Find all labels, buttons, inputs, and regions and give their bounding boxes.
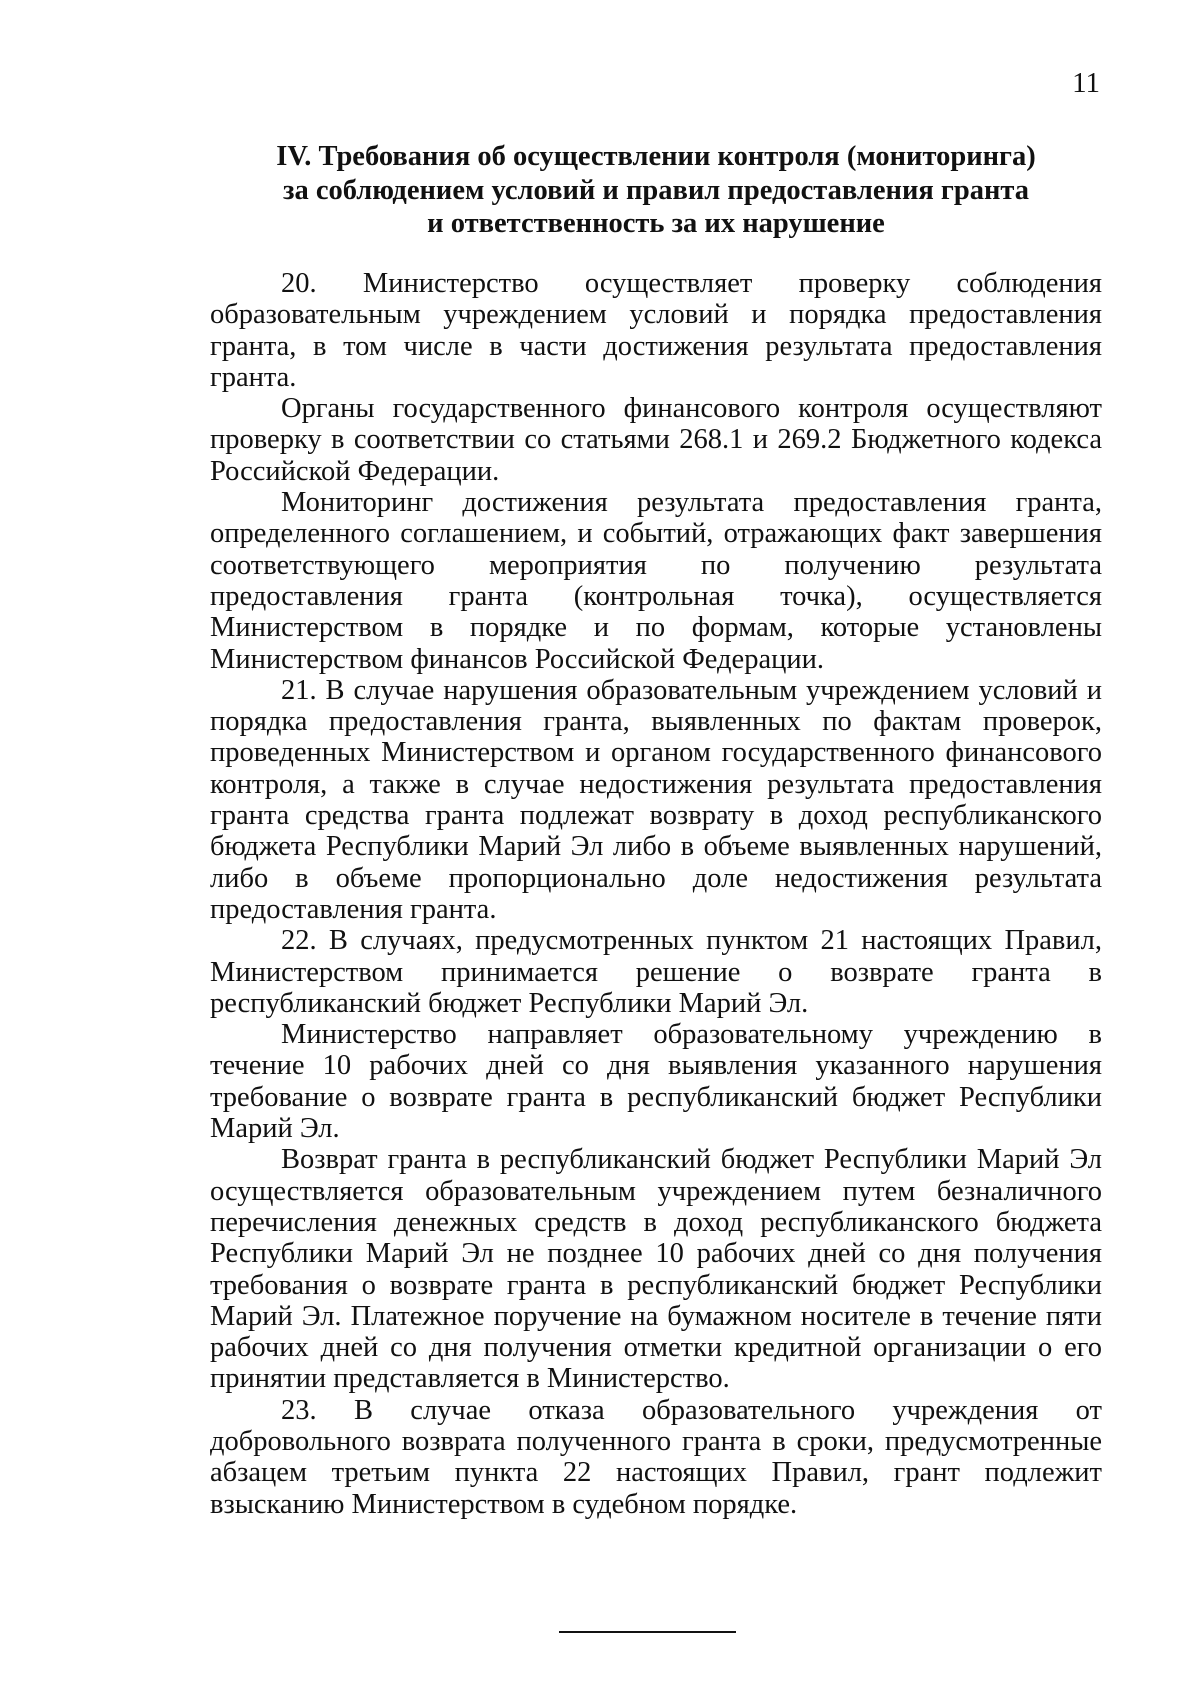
document-body — [210, 268, 1102, 1520]
section-title-line: и ответственность за их нарушение — [427, 208, 885, 239]
page-number: 11 — [1072, 67, 1100, 99]
section-title-line: за соблюдением условий и правил предоставления гранта — [283, 174, 1029, 206]
paragraph-23: 23. В случае отказа образовательного учреждения от добровольного возврата полученного гранта в сроки, предусмотренные абзацем третьим пункта 22 настоящих Правил, грант подлежит взысканию Министерством в судебном порядке. — [210, 1394, 1102, 1520]
paragraph-demand: Министерство направляет образовательному учреждению в течение 10 рабочих дней со дня выявления указанного нарушения требование о возврате гранта в республиканский бюджет Республики Марий Эл. — [210, 1019, 1102, 1145]
paragraph-state-control: Органы государственного финансового контроля осуществляют проверку в соответствии со статьями 268.1 и 269.2 Бюджетного кодекса Российской Федерации. — [210, 393, 1102, 487]
paragraph-21: 21. В случае нарушения образовательным учреждением условий и порядка предоставления гранта, выявленных по фактам проверок, проведенных Министерством и органом государственного финансового контроля, а также в случае недостижения результата предоставления гранта средства гранта подлежат возврату в доход республиканского бюджета Республики Марий Эл либо в объеме выявленных нарушений, либо в объеме пропорционально доле недостижения результата предоставления гранта. — [210, 674, 1102, 925]
paragraph-monitoring: Мониторинг достижения результата предоставления гранта, определенного соглашением, и событий, отражающих факт завершения соответствующего мероприятия по получению результата предоставления гранта (контрольная точка), осуществляется Министерством в порядке и по формам, которые установлены Министерством финансов Российской Федерации. — [210, 487, 1102, 675]
section-title-line: IV. Требования об осуществлении контроля (мониторинга) — [276, 141, 1036, 172]
section-title — [210, 140, 1102, 241]
paragraph-refund: Возврат гранта в республиканский бюджет Республики Марий Эл осуществляется образовательным учреждением путем безналичного перечисления денежных средств в доход республиканского бюджета Республики Марий Эл не позднее 10 рабочих дней со дня получения требования о возврате гранта в республиканский бюджет Республики Марий Эл. Платежное поручение на бумажном носителе в течение пяти рабочих дней со дня получения отметки кредитной организации о его принятии представляется в Министерство. — [210, 1144, 1102, 1395]
paragraph-22: 22. В случаях, предусмотренных пунктом 21 настоящих Правил, Министерством принимается решение о возврате гранта в республиканский бюджет Республики Марий Эл. — [210, 925, 1102, 1019]
paragraph-20: 20. Министерство осуществляет проверку соблюдения образовательным учреждением условий и порядка предоставления гранта, в том числе в части достижения результата предоставления гранта. — [210, 268, 1102, 393]
end-of-text-rule — [559, 1631, 736, 1633]
